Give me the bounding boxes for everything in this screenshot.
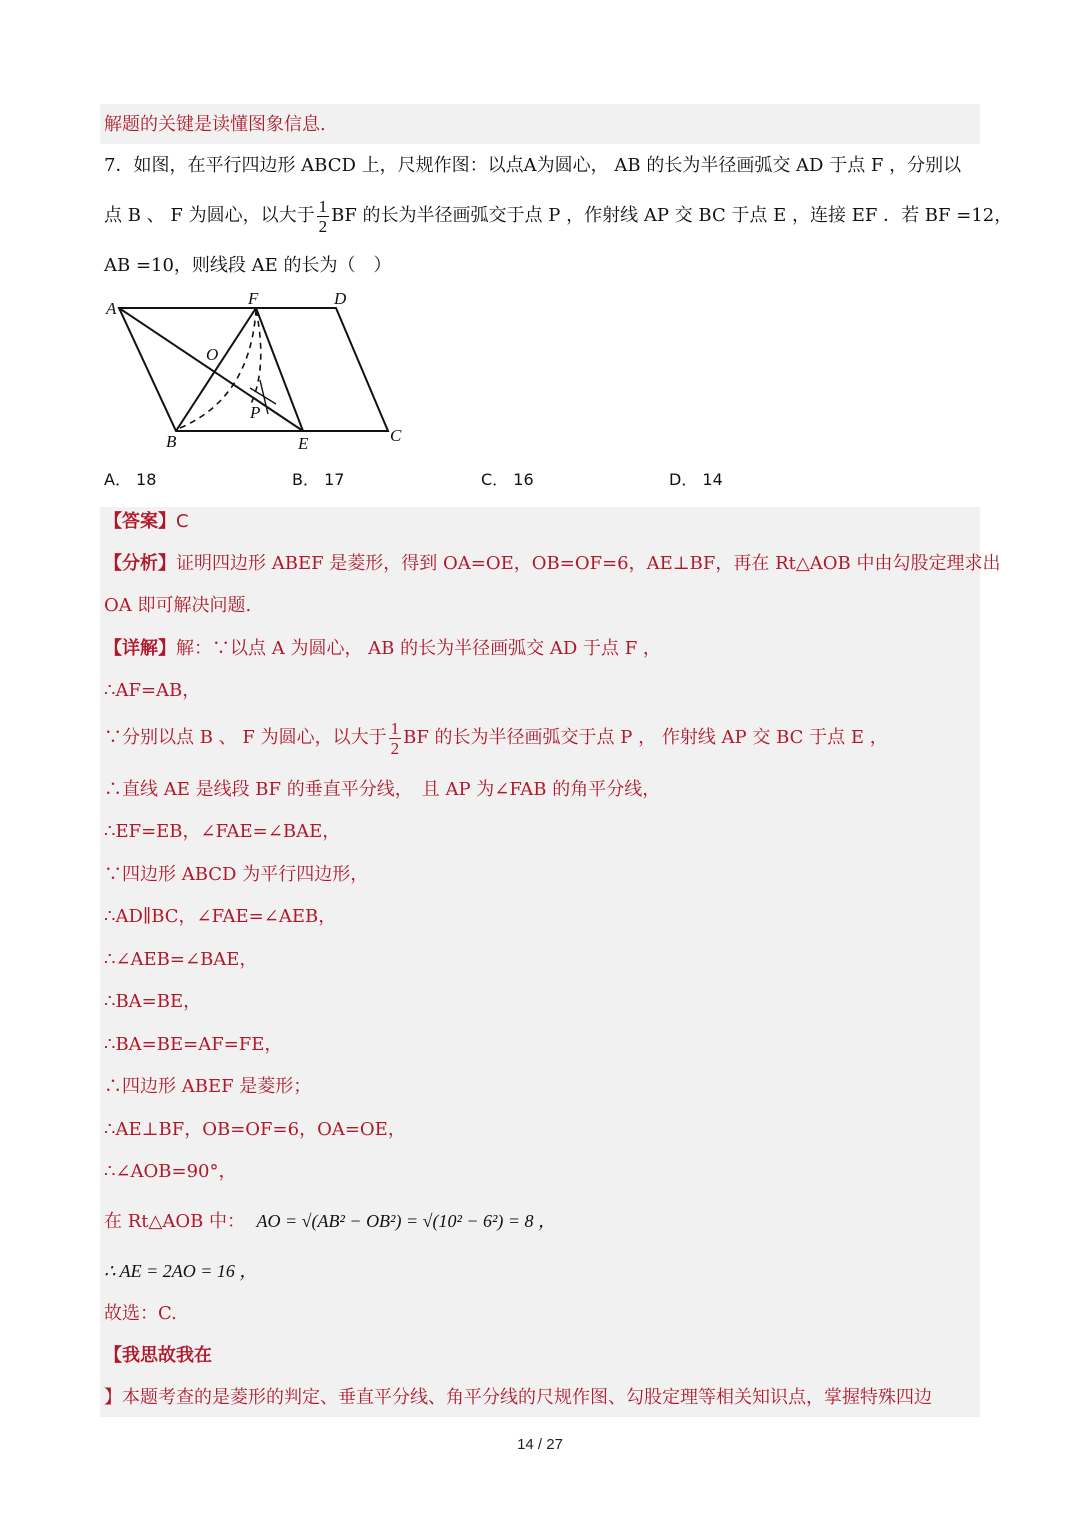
option-a-value: 18	[136, 470, 157, 489]
option-b-value: 17	[324, 470, 345, 489]
step-3-pre: ∵分别以点 B 、 F 为圆心，以大于	[104, 727, 387, 748]
segment-fe	[256, 308, 303, 431]
question-line-3: AB =10，则线段 AE 的长为（ ）	[104, 255, 392, 276]
step-14-formula: AO = √(AB² − OB²) = √(10² − 6²) = 8 ，	[256, 1211, 557, 1231]
step-7: ∴AD∥BC，∠FAE=∠AEB，	[104, 906, 337, 927]
answer-tag: 【答案】	[104, 511, 176, 532]
step-3-fraction	[389, 719, 402, 758]
step-4: ∴直线 AE 是线段 BF 的垂直平分线， 且 AP 为∠FAB 的角平分线，	[104, 779, 661, 800]
analysis-tag: 【分析】	[104, 553, 176, 574]
option-d-label: D．	[669, 470, 698, 489]
option-d	[669, 467, 723, 490]
step-16: 故选：C.	[104, 1303, 177, 1324]
step-3-fraction-denominator: 2	[390, 738, 400, 758]
p-mark-2	[260, 380, 268, 414]
step-3-fraction-numerator: 1	[390, 718, 400, 738]
parallelogram-figure	[100, 288, 410, 453]
step-10: ∴BA=BE=AF=FE，	[104, 1034, 283, 1055]
option-c-label: C．	[481, 470, 509, 489]
option-a	[104, 467, 156, 490]
step-5: ∴EF=EB，∠FAE=∠BAE，	[104, 821, 341, 842]
label-a: A	[106, 299, 117, 318]
option-b	[292, 467, 344, 490]
question-line-2-pre: 点 B 、 F 为圆心，以大于	[104, 205, 315, 226]
option-a-label: A．	[104, 470, 131, 489]
analysis-line-1	[104, 552, 1000, 576]
label-f: F	[248, 289, 259, 308]
step-9: ∴BA=BE，	[104, 991, 202, 1012]
step-13: ∴∠AOB=90°，	[104, 1161, 237, 1182]
fraction-half	[317, 197, 330, 236]
question-line-1: 7．如图，在平行四边形 ABCD 上，尺规作图：以点A为圆心， AB 的长为半径画弧交 AD 于点 F ，分别以	[104, 155, 962, 176]
option-b-label: B．	[292, 470, 319, 489]
analysis-line-2: OA 即可解决问题.	[104, 595, 252, 616]
step-8: ∴∠AEB=∠BAE，	[104, 949, 258, 970]
answer-line	[104, 510, 189, 534]
step-6: ∵四边形 ABCD 为平行四边形，	[104, 864, 369, 885]
option-c-value: 16	[513, 470, 534, 489]
step-14	[104, 1209, 556, 1234]
label-p: P	[250, 403, 261, 422]
top-note: 解题的关键是读懂图象信息.	[104, 114, 326, 135]
arc-bf	[180, 310, 256, 428]
label-c: C	[390, 426, 402, 445]
answer-value: C	[176, 511, 189, 532]
detail-line-1	[104, 637, 661, 661]
fraction-numerator: 1	[318, 196, 328, 216]
step-15-formula: ∴ AE = 2AO = 16 ，	[104, 1261, 258, 1281]
analysis-text-1: 证明四边形 ABEF 是菱形，得到 OA=OE，OB=OF=6，AE⊥BF，再在 Rt△AOB 中由勾股定理求出	[176, 553, 1001, 574]
reflect-text: 】本题考查的是菱形的判定、垂直平分线、角平分线的尺规作图、勾股定理等相关知识点，掌握特殊四边	[104, 1387, 932, 1408]
step-11: ∴四边形 ABEF 是菱形；	[104, 1076, 312, 1097]
segment-bf	[176, 308, 256, 431]
page-number: 14 / 27	[517, 1436, 563, 1453]
fraction-denominator: 2	[318, 216, 328, 236]
label-e: E	[298, 434, 309, 453]
label-b: B	[166, 432, 177, 451]
detail-tag: 【详解】	[104, 638, 176, 659]
step-3	[104, 716, 888, 760]
label-o: O	[206, 345, 219, 364]
option-c	[481, 467, 534, 490]
label-d: D	[334, 289, 347, 308]
question-line-2	[104, 194, 1012, 238]
step-2: ∴AF=AB，	[104, 680, 201, 701]
step-3-post: BF 的长为半径画弧交于点 P ， 作射线 AP 交 BC 于点 E ，	[403, 727, 888, 748]
option-d-value: 14	[702, 470, 723, 489]
step-14-pre: 在 Rt△AOB 中：	[104, 1211, 246, 1232]
step-15	[104, 1259, 257, 1284]
step-12: ∴AE⊥BF，OB=OF=6，OA=OE，	[104, 1119, 406, 1140]
reflect-tag: 【我思故我在	[104, 1345, 212, 1366]
detail-text-1: 解：∵以点 A 为圆心， AB 的长为半径画弧交 AD 于点 F ，	[176, 638, 661, 659]
question-line-2-post: BF 的长为半径画弧交于点 P ，作射线 AP 交 BC 于点 E ，连接 EF ．若 BF =12，	[331, 205, 1013, 226]
